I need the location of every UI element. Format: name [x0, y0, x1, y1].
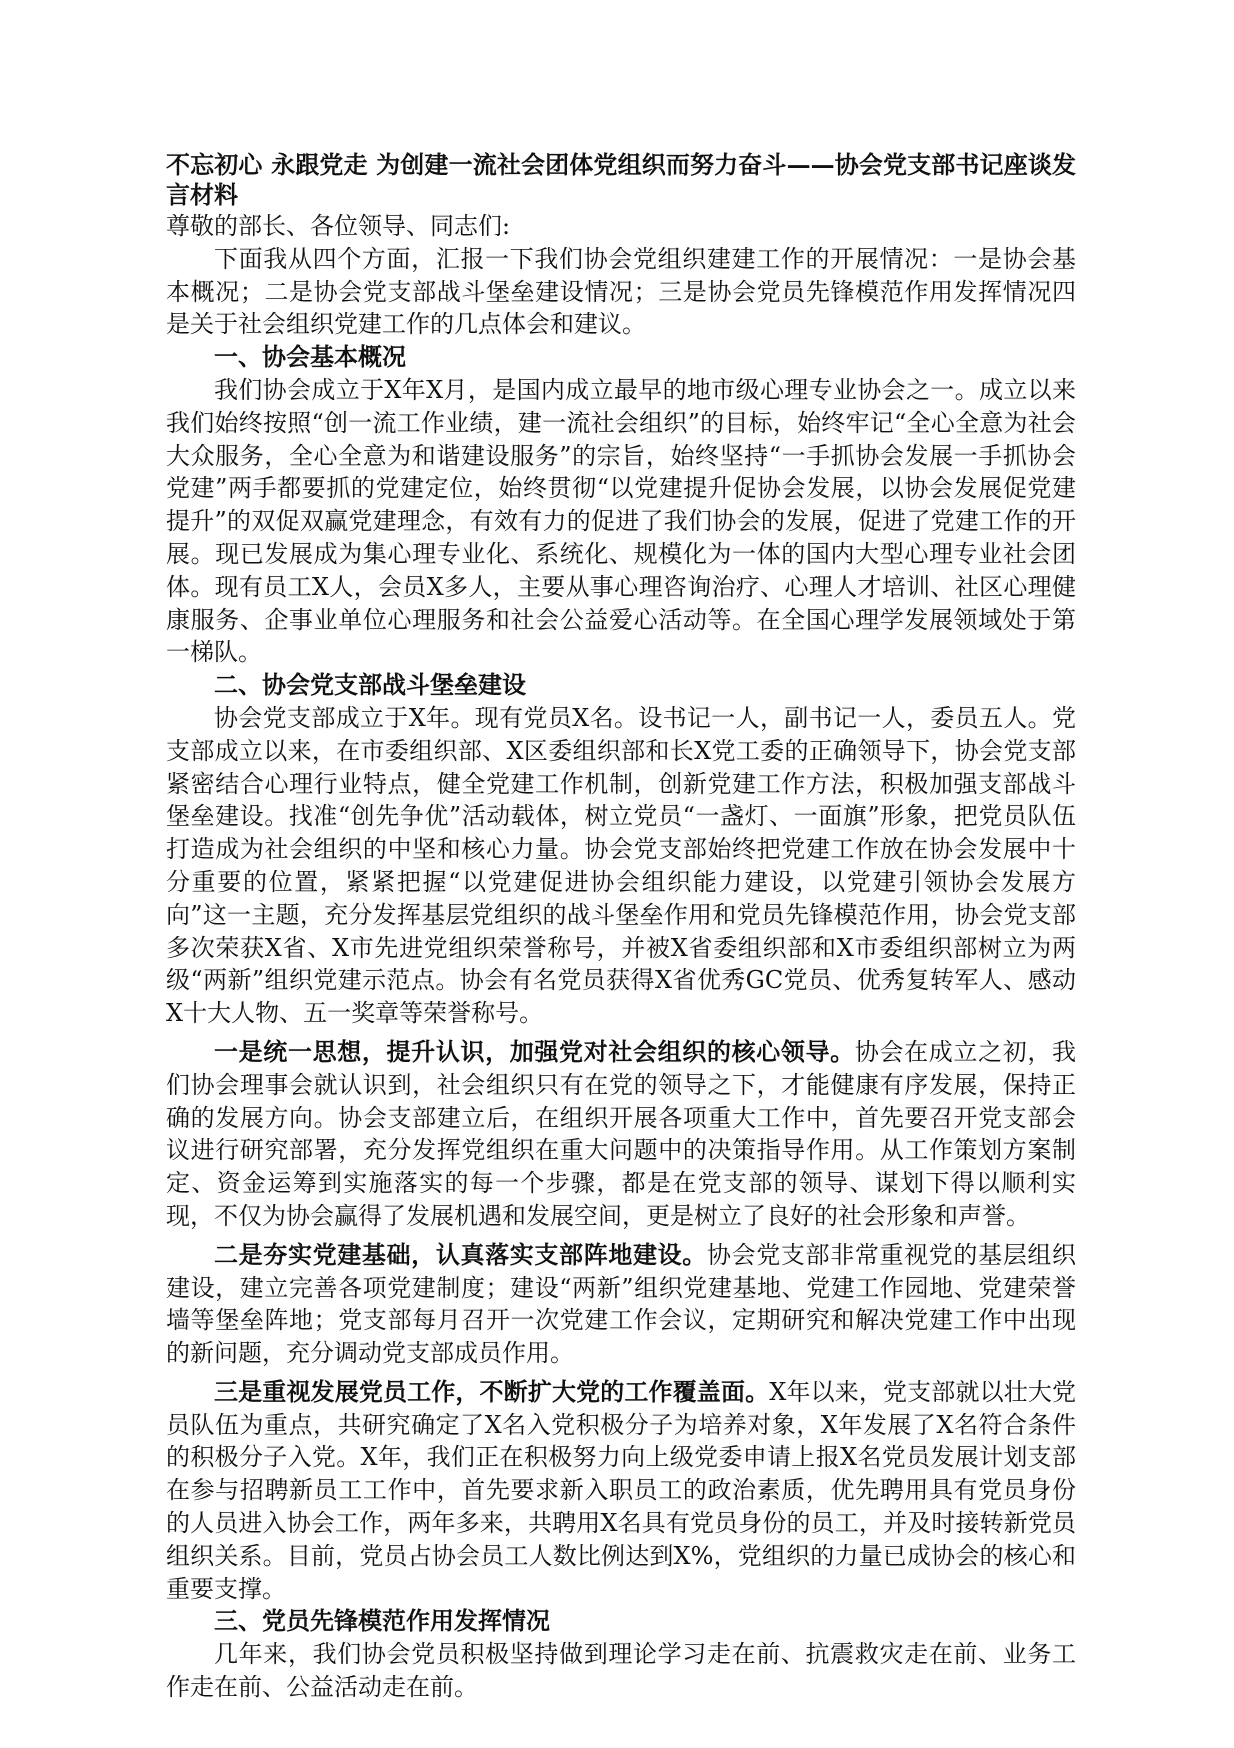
point1-paragraph [166, 1036, 1076, 1233]
document-page [166, 150, 1076, 1704]
section3-paragraph: 几年来，我们协会党员积极坚持做到理论学习走在前、抗震救灾走在前、业务工作走在前、公益活动走在前。 [166, 1640, 1076, 1702]
intro-paragraph: 下面我从四个方面，汇报一下我们协会党组织建建工作的开展情况：一是协会基本概况；二是协会党支部战斗堡垒建设情况；三是协会党员先锋模范作用发挥情况四是关于社会组织党建工作的几点体会和建议。 [166, 244, 1076, 339]
section3-heading: 三、党员先锋模范作用发挥情况 [214, 1606, 550, 1636]
point2-body: 协会党支部非常重视党的基层组织建设，建立完善各项党建制度；建设“两新”组织党建基地、党建工作园地、党建荣誉墙等堡垒阵地；党支部每月召开一次党建工作会议，定期研究和解决党建工作中出现的新问题，充分调动党支部成员作用。 [166, 1240, 1077, 1368]
document-title: 不忘初心 永跟党走 为创建一流社会团体党组织而努力奋斗——协会党支部书记座谈发言材料 [166, 150, 1076, 209]
point2-paragraph [166, 1239, 1076, 1370]
section1-heading: 一、协会基本概况 [214, 342, 406, 372]
point2-lead: 二是夯实党建基础，认真落实支部阵地建设。 [214, 1239, 707, 1269]
point1-body: 协会在成立之初，我们协会理事会就认识到，社会组织只有在党的领导之下，才能健康有序发展，保持正确的发展方向。协会支部建立后，在组织开展各项重大工作中，首先要召开党支部会议进行研究部署，充分发挥党组织在重大问题中的决策指导作用。从工作策划方案制定、资金运筹到实施落实的每一个步骤，都是在党支部的领导、谋划下得以顺利实现，不仅为协会赢得了发展机遇和发展空间，更是树立了良好的社会形象和声誉。 [166, 1037, 1077, 1230]
point3-paragraph [166, 1376, 1076, 1606]
point3-lead: 三是重视发展党员工作，不断扩大党的工作覆盖面。 [214, 1376, 770, 1406]
point3-body: X年以来，党支部就以壮大党员队伍为重点，共研究确定了X名入党积极分子为培养对象，X年发展了X名符合条件的积极分子入党。X年，我们正在积极努力向上级党委申请上报X名党员发展计划支部在参与招聘新员工工作中，首先要求新入职员工的政治素质，优先聘用具有党员身份的人员进入协会工作，两年多来，共聘用X名具有党员身份的员工，并及时接转新党员组织关系。目前，党员占协会员工人数比例达到X%，党组织的力量已成协会的核心和重要支撑。 [166, 1377, 1077, 1603]
section2-paragraph: 协会党支部成立于X年。现有党员X名。设书记一人，副书记一人，委员五人。党支部成立以来，在市委组织部、X区委组织部和长X党工委的正确领导下，协会党支部紧密结合心理行业特点，健全党建工作机制，创新党建工作方法，积极加强支部战斗堡垒建设。找准“创先争优”活动载体，树立党员“一盏灯、一面旗”形象，把党员队伍打造成为社会组织的中坚和核心力量。协会党支部始终把党建工作放在协会发展中十分重要的位置，紧紧把握“以党建促进协会组织能力建设，以党建引领协会发展方向”这一主题，充分发挥基层党组织的战斗堡垒作用和党员先锋模范作用，协会党支部多次荣获X省、X市先进党组织荣誉称号，并被X省委组织部和X市委组织部树立为两级“两新”组织党建示范点。协会有名党员获得X省优秀GC党员、优秀复转军人、感动X十大人物、五一奖章等荣誉称号。 [166, 703, 1076, 1028]
section1-paragraph: 我们协会成立于X年X月，是国内成立最早的地市级心理专业协会之一。成立以来我们始终按照“创一流工作业绩，建一流社会组织”的目标，始终牢记“全心全意为社会大众服务，全心全意为和谐建设服务”的宗旨，始终坚持“一手抓协会发展一手抓协会党建”两手都要抓的党建定位，始终贯彻“以党建提升促协会发展，以协会发展促党建提升”的双促双赢党建理念，有效有力的促进了我们协会的发展，促进了党建工作的开展。现已发展成为集心理专业化、系统化、规模化为一体的国内大型心理专业社会团体。现有员工X人，会员X多人，主要从事心理咨询治疗、心理人才培训、社区心理健康服务、企事业单位心理服务和社会公益爱心活动等。在全国心理学发展领域处于第一梯队。 [166, 375, 1076, 667]
point1-lead: 一是统一思想，提升认识，加强党对社会组织的核心领导。 [214, 1036, 855, 1066]
section2-heading: 二、协会党支部战斗堡垒建设 [214, 670, 526, 700]
salutation: 尊敬的部长、各位领导、同志们: [166, 212, 511, 240]
